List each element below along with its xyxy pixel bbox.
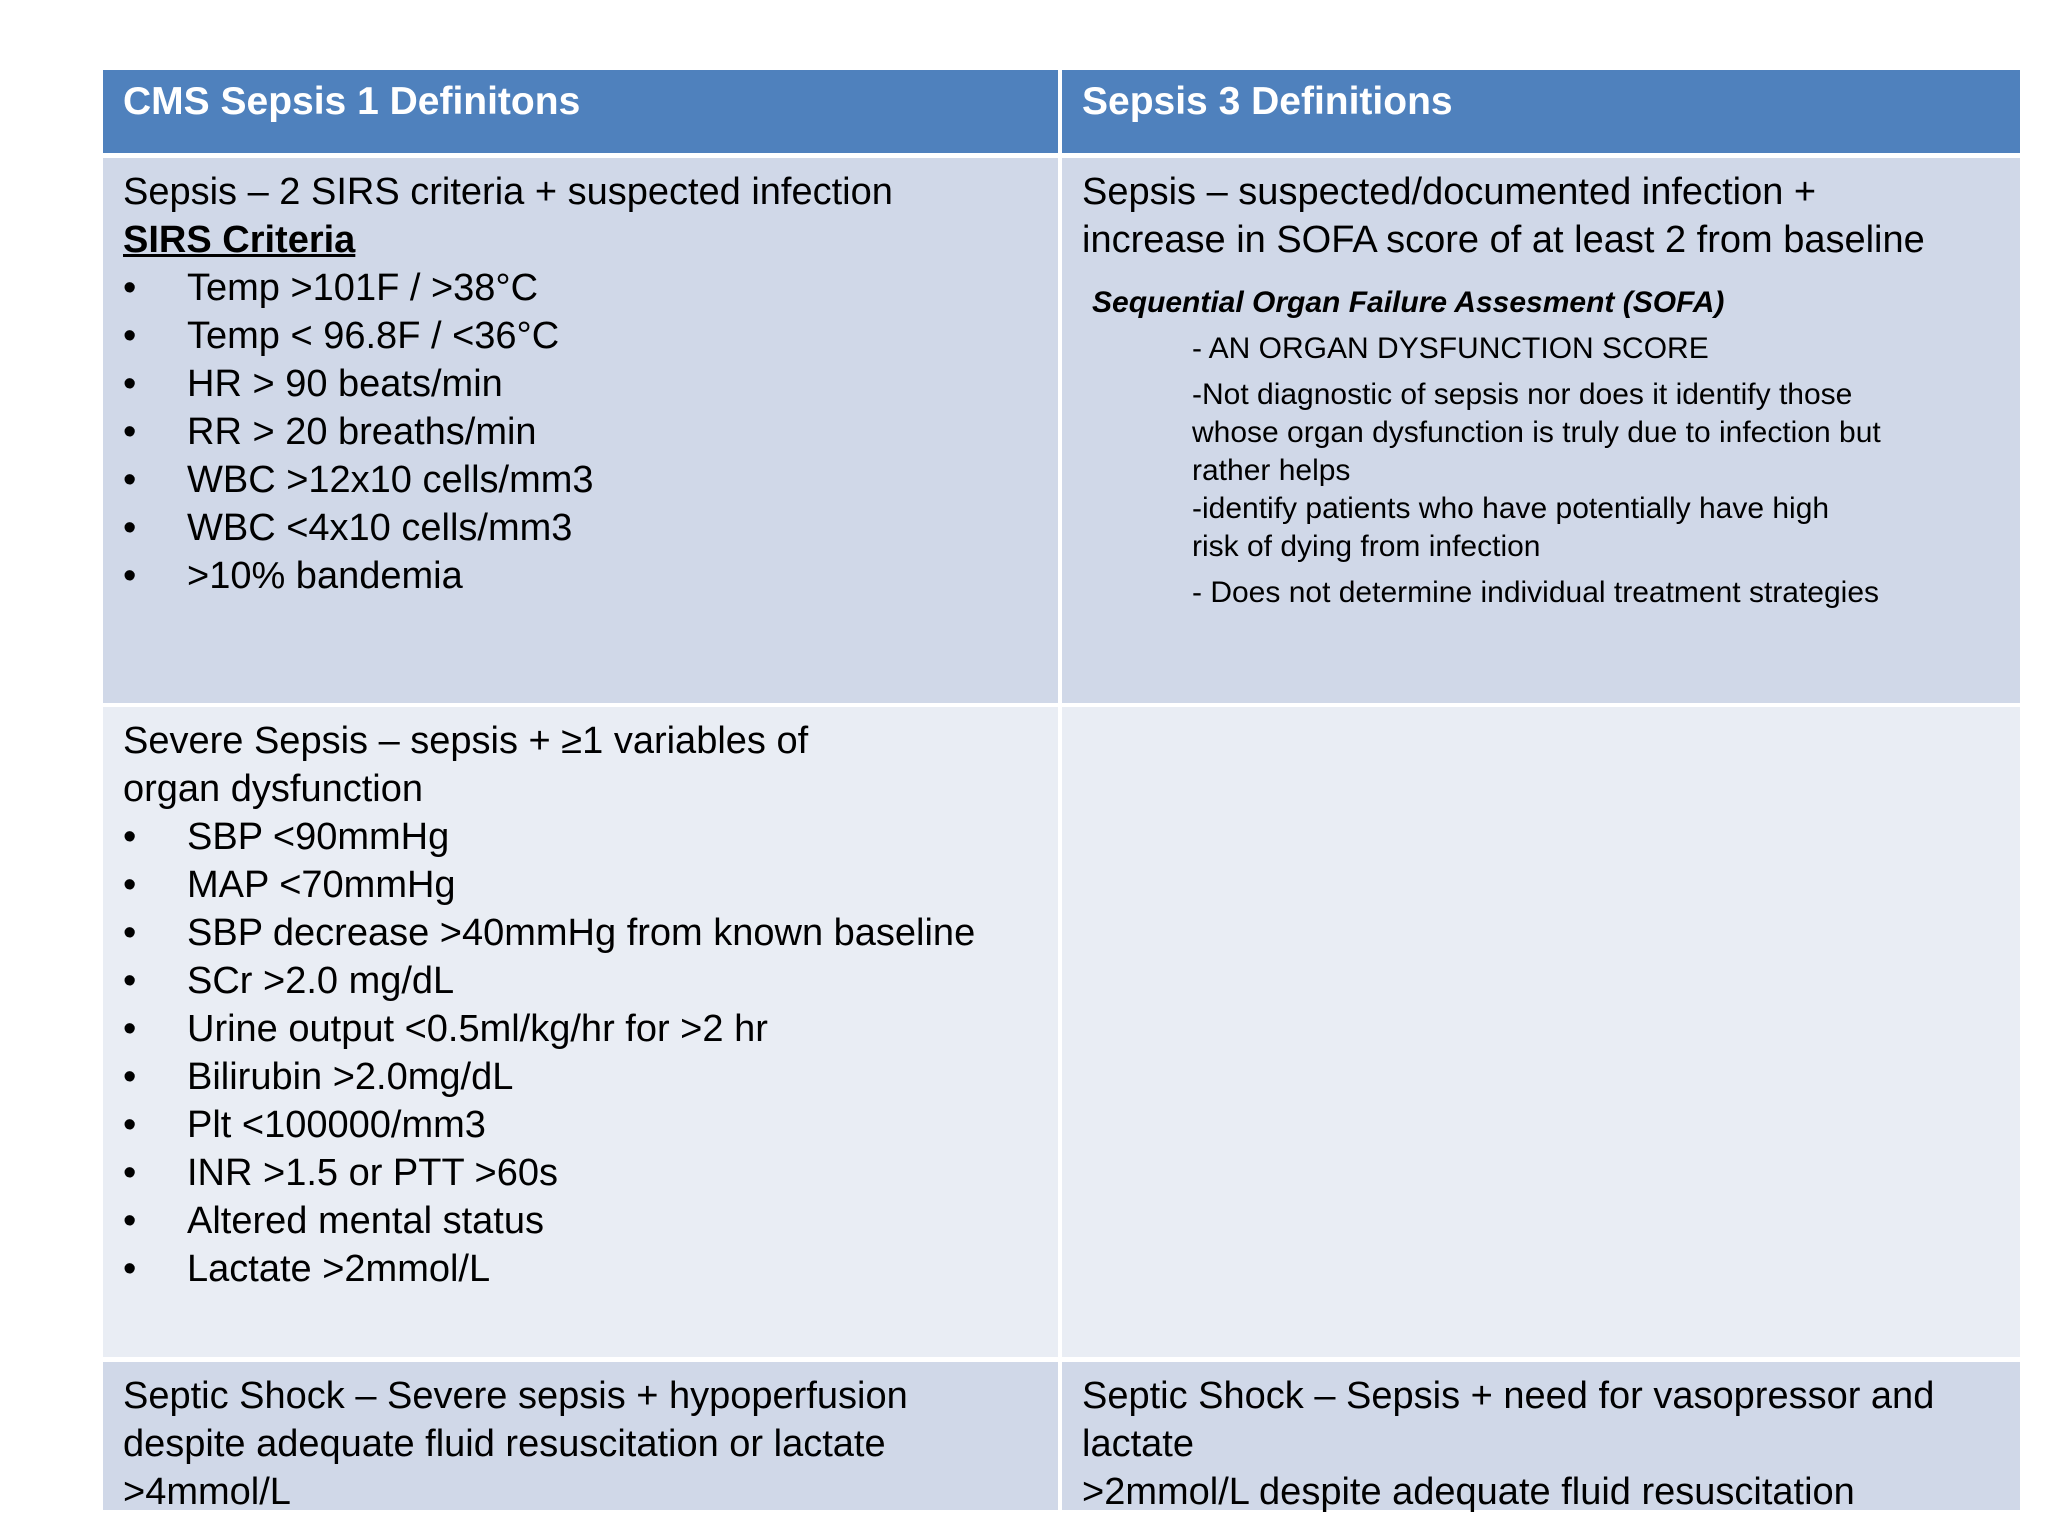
- sofa-line: - Does not determine individual treatment strategies: [1192, 576, 1880, 609]
- list-item: • INR >1.5 or PTT >60s: [123, 1149, 1038, 1197]
- severe-sepsis-definition-line2: organ dysfunction: [123, 768, 423, 810]
- cell-sepsis-cms: [103, 158, 1058, 703]
- sofa-item: [1192, 574, 2000, 612]
- list-item: • WBC >12x10 cells/mm3: [123, 456, 1038, 504]
- list-item: • Bilirubin >2.0mg/dL: [123, 1053, 1038, 1101]
- sirs-criteria-list: [123, 264, 1038, 600]
- sofa-line: - AN ORGAN DYSFUNCTION SCORE: [1192, 332, 1709, 365]
- list-item: • WBC <4x10 cells/mm3: [123, 504, 1038, 552]
- list-item: • HR > 90 beats/min: [123, 360, 1038, 408]
- list-item: • MAP <70mmHg: [123, 861, 1038, 909]
- sepsis-cms-definition: Sepsis – 2 SIRS criteria + suspected infection: [123, 171, 893, 213]
- sofa-line: -Not diagnostic of sepsis nor does it identify those: [1192, 378, 1853, 411]
- cell-septic-shock-cms: [103, 1362, 1058, 1513]
- septic-shock-sepsis3-line: Septic Shock – Sepsis + need for vasopressor and: [1082, 1375, 1935, 1417]
- cell-severe-sepsis-cms: [103, 707, 1058, 1357]
- header-right-text: Sepsis 3 Definitions: [1082, 80, 1453, 123]
- header-left-text: CMS Sepsis 1 Definitons: [123, 80, 581, 123]
- septic-shock-sepsis3-line: >2mmol/L despite adequate fluid resuscitation: [1082, 1471, 1855, 1513]
- sepsis-3-definition-line1: Sepsis – suspected/documented infection +: [1082, 171, 1817, 213]
- cell-septic-shock-sepsis-3: [1062, 1362, 2020, 1513]
- list-item: • SBP decrease >40mmHg from known baseline: [123, 909, 1038, 957]
- sofa-line: risk of dying from infection: [1192, 530, 1541, 563]
- sofa-line: whose organ dysfunction is truly due to infection but: [1192, 416, 1881, 449]
- header-sepsis-3: [1062, 70, 2020, 153]
- sofa-item: [1192, 330, 2000, 368]
- list-item: • Temp >101F / >38°C: [123, 264, 1038, 312]
- list-item: • >10% bandemia: [123, 552, 1038, 600]
- list-item: • SBP <90mmHg: [123, 813, 1038, 861]
- sirs-criteria-heading: SIRS Criteria: [123, 219, 356, 261]
- septic-shock-cms-line: Septic Shock – Severe sepsis + hypoperfusion: [123, 1375, 908, 1417]
- cell-severe-sepsis-3-empty: [1062, 707, 2020, 1357]
- sepsis-3-definition-line2: increase in SOFA score of at least 2 from baseline: [1082, 219, 1925, 261]
- sofa-line: -identify patients who have potentially have high: [1192, 492, 1830, 525]
- list-item: • SCr >2.0 mg/dL: [123, 957, 1038, 1005]
- list-item: • Altered mental status: [123, 1197, 1038, 1245]
- list-item: • Lactate >2mmol/L: [123, 1245, 1038, 1293]
- sofa-item: [1192, 376, 2000, 566]
- organ-dysfunction-list: [123, 813, 1038, 1293]
- severe-sepsis-definition-line1: Severe Sepsis – sepsis + ≥1 variables of: [123, 720, 809, 762]
- list-item: • Plt <100000/mm3: [123, 1101, 1038, 1149]
- list-item: • RR > 20 breaths/min: [123, 408, 1038, 456]
- septic-shock-sepsis3-line: lactate: [1082, 1423, 1194, 1465]
- sofa-block: [1082, 284, 2000, 612]
- list-item: • Temp < 96.8F / <36°C: [123, 312, 1038, 360]
- septic-shock-cms-line: >4mmol/L: [123, 1471, 291, 1513]
- cell-sepsis-3: [1062, 158, 2020, 703]
- sepsis-definitions-table: [103, 70, 2020, 1513]
- sofa-line: rather helps: [1192, 454, 1351, 487]
- septic-shock-cms-line: despite adequate fluid resuscitation or lactate: [123, 1423, 886, 1465]
- list-item: • Urine output <0.5ml/kg/hr for >2 hr: [123, 1005, 1038, 1053]
- sofa-title: Sequential Organ Failure Assesment (SOFA): [1092, 286, 1725, 319]
- header-cms-sepsis-1: [103, 70, 1058, 153]
